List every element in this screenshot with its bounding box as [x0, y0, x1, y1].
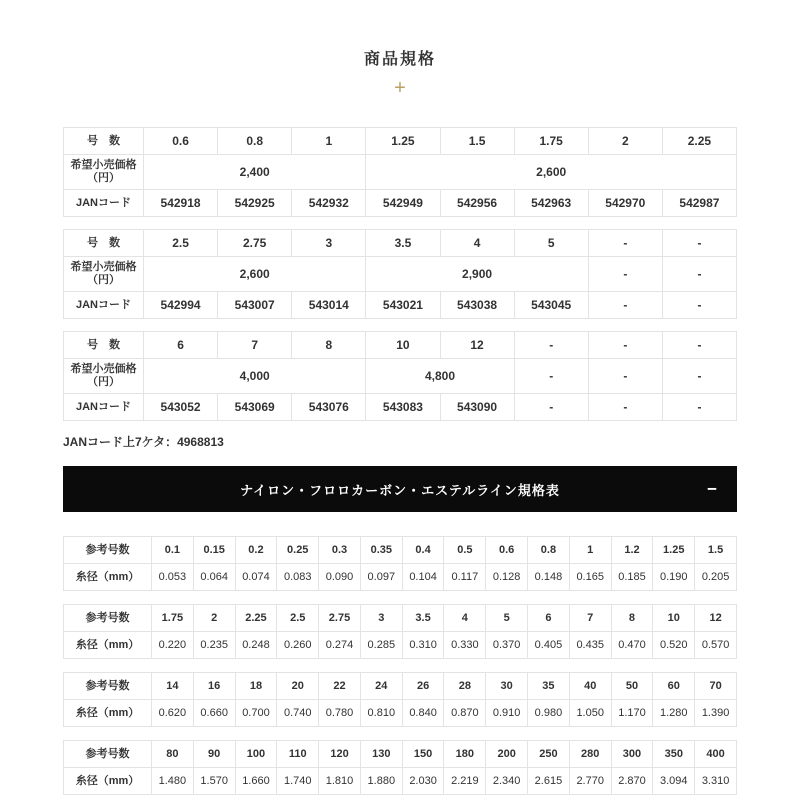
ref-size-value: 120 — [319, 741, 361, 768]
ref-size-value: 300 — [611, 741, 653, 768]
price-value: - — [588, 257, 662, 292]
size-value: 0.6 — [144, 128, 218, 155]
ref-size-value: 0.25 — [277, 537, 319, 564]
spec-banner-title: ナイロン・フロロカーボン・エステルライン規格表 — [240, 482, 560, 498]
diameter-value: 0.285 — [360, 632, 402, 659]
diameter-value: 0.074 — [235, 564, 277, 591]
plus-divider-icon: + — [394, 77, 406, 99]
diameter-value: 0.370 — [486, 632, 528, 659]
row-label-price: 希望小売価格（円） — [64, 155, 144, 190]
jan-code-value: - — [662, 394, 736, 421]
diameter-value: 0.700 — [235, 700, 277, 727]
diameter-value: 2.615 — [528, 768, 570, 795]
diameter-value: 0.190 — [653, 564, 695, 591]
jan-code-value: 543014 — [292, 292, 366, 319]
diameter-value: 0.148 — [528, 564, 570, 591]
product-table-3 — [63, 331, 737, 421]
ref-size-value: 2 — [193, 605, 235, 632]
ref-size-value: 1.25 — [653, 537, 695, 564]
jan-code-value: 543069 — [218, 394, 292, 421]
ref-size-value: 4 — [444, 605, 486, 632]
diameter-value: 0.780 — [319, 700, 361, 727]
ref-size-value: 150 — [402, 741, 444, 768]
diameter-value: 1.050 — [569, 700, 611, 727]
product-tables — [63, 127, 737, 421]
diameter-value: 0.205 — [695, 564, 737, 591]
price-value: 4,800 — [366, 359, 514, 394]
ref-size-value: 70 — [695, 673, 737, 700]
ref-size-value: 0.4 — [402, 537, 444, 564]
jan-code-value: 543007 — [218, 292, 292, 319]
diameter-value: 0.185 — [611, 564, 653, 591]
ref-size-value: 1.75 — [152, 605, 194, 632]
ref-size-value: 130 — [360, 741, 402, 768]
ref-size-value: 0.15 — [193, 537, 235, 564]
jan-code-value: 543045 — [514, 292, 588, 319]
diameter-value: 0.064 — [193, 564, 235, 591]
spec-table-2 — [63, 604, 737, 659]
jan-code-value: 542970 — [588, 190, 662, 217]
diameter-value: 1.810 — [319, 768, 361, 795]
ref-size-value: 80 — [152, 741, 194, 768]
product-table-1 — [63, 127, 737, 217]
ref-size-value: 0.8 — [528, 537, 570, 564]
size-value: 2 — [588, 128, 662, 155]
size-value: 2.25 — [662, 128, 736, 155]
diameter-value: 0.620 — [152, 700, 194, 727]
row-label-ref-size: 参考号数 — [64, 741, 152, 768]
diameter-value: 0.310 — [402, 632, 444, 659]
diameter-value: 0.435 — [569, 632, 611, 659]
size-value: 0.8 — [218, 128, 292, 155]
ref-size-value: 1.5 — [695, 537, 737, 564]
row-label-jan: JANコード — [64, 190, 144, 217]
size-value: - — [514, 332, 588, 359]
jan-code-value: 542949 — [366, 190, 440, 217]
diameter-value: 2.219 — [444, 768, 486, 795]
collapse-minus-icon[interactable]: − — [707, 479, 717, 499]
size-value: 10 — [366, 332, 440, 359]
diameter-value: 0.097 — [360, 564, 402, 591]
ref-size-value: 28 — [444, 673, 486, 700]
ref-size-value: 12 — [695, 605, 737, 632]
size-value: 1.25 — [366, 128, 440, 155]
ref-size-value: 400 — [695, 741, 737, 768]
jan-code-value: 542932 — [292, 190, 366, 217]
ref-size-value: 2.5 — [277, 605, 319, 632]
ref-size-value: 26 — [402, 673, 444, 700]
ref-size-value: 60 — [653, 673, 695, 700]
ref-size-value: 35 — [528, 673, 570, 700]
price-value: 2,400 — [144, 155, 366, 190]
spec-tables — [63, 536, 737, 795]
product-spec-page — [63, 0, 737, 795]
spec-table-banner[interactable] — [63, 466, 737, 512]
jan-code-value: 542994 — [144, 292, 218, 319]
jan-code-value: 542963 — [514, 190, 588, 217]
size-value: 1 — [292, 128, 366, 155]
price-value: - — [662, 257, 736, 292]
diameter-value: 3.094 — [653, 768, 695, 795]
size-value: 8 — [292, 332, 366, 359]
ref-size-value: 350 — [653, 741, 695, 768]
diameter-value: 0.083 — [277, 564, 319, 591]
jan-code-value: 542987 — [662, 190, 736, 217]
row-label-size: 号 数 — [64, 332, 144, 359]
product-table-2 — [63, 229, 737, 319]
diameter-value: 1.660 — [235, 768, 277, 795]
row-label-ref-size: 参考号数 — [64, 537, 152, 564]
row-label-ref-size: 参考号数 — [64, 673, 152, 700]
diameter-value: 0.104 — [402, 564, 444, 591]
ref-size-value: 280 — [569, 741, 611, 768]
diameter-value: 0.840 — [402, 700, 444, 727]
ref-size-value: 3 — [360, 605, 402, 632]
diameter-value: 0.740 — [277, 700, 319, 727]
ref-size-value: 18 — [235, 673, 277, 700]
spec-table-4 — [63, 740, 737, 795]
ref-size-value: 22 — [319, 673, 361, 700]
row-label-ref-size: 参考号数 — [64, 605, 152, 632]
diameter-value: 0.053 — [152, 564, 194, 591]
diameter-value: 0.117 — [444, 564, 486, 591]
jan-code-value: - — [662, 292, 736, 319]
diameter-value: 0.128 — [486, 564, 528, 591]
ref-size-value: 90 — [193, 741, 235, 768]
jan-code-value: 543052 — [144, 394, 218, 421]
diameter-value: 2.340 — [486, 768, 528, 795]
diameter-value: 0.090 — [319, 564, 361, 591]
jan-code-note: JANコード上7ケタ：4968813 — [63, 435, 224, 449]
diameter-value: 0.810 — [360, 700, 402, 727]
ref-size-value: 250 — [528, 741, 570, 768]
price-value: 2,600 — [144, 257, 366, 292]
price-value: - — [662, 359, 736, 394]
ref-size-value: 5 — [486, 605, 528, 632]
diameter-value: 0.910 — [486, 700, 528, 727]
row-label-size: 号 数 — [64, 230, 144, 257]
ref-size-value: 40 — [569, 673, 611, 700]
ref-size-value: 0.6 — [486, 537, 528, 564]
ref-size-value: 1.2 — [611, 537, 653, 564]
diameter-value: 0.235 — [193, 632, 235, 659]
row-label-jan: JANコード — [64, 394, 144, 421]
jan-code-value: 542918 — [144, 190, 218, 217]
diameter-value: 0.248 — [235, 632, 277, 659]
size-value: 1.75 — [514, 128, 588, 155]
size-value: 4 — [440, 230, 514, 257]
size-value: 2.5 — [144, 230, 218, 257]
diameter-value: 2.770 — [569, 768, 611, 795]
diameter-value: 0.405 — [528, 632, 570, 659]
diameter-value: 0.570 — [695, 632, 737, 659]
diameter-value: 0.980 — [528, 700, 570, 727]
size-value: 3 — [292, 230, 366, 257]
diameter-value: 0.470 — [611, 632, 653, 659]
jan-code-value: - — [588, 292, 662, 319]
jan-code-value: - — [588, 394, 662, 421]
ref-size-value: 0.35 — [360, 537, 402, 564]
ref-size-value: 3.5 — [402, 605, 444, 632]
diameter-value: 1.570 — [193, 768, 235, 795]
spec-table-3 — [63, 672, 737, 727]
price-value: - — [588, 359, 662, 394]
diameter-value: 0.220 — [152, 632, 194, 659]
ref-size-value: 14 — [152, 673, 194, 700]
size-value: 3.5 — [366, 230, 440, 257]
size-value: - — [662, 230, 736, 257]
ref-size-value: 0.1 — [152, 537, 194, 564]
diameter-value: 0.660 — [193, 700, 235, 727]
diameter-value: 3.310 — [695, 768, 737, 795]
jan-code-value: - — [514, 394, 588, 421]
jan-code-value: 543083 — [366, 394, 440, 421]
diameter-value: 1.280 — [653, 700, 695, 727]
ref-size-value: 30 — [486, 673, 528, 700]
ref-size-value: 50 — [611, 673, 653, 700]
price-value: 2,600 — [366, 155, 737, 190]
ref-size-value: 24 — [360, 673, 402, 700]
page-title: 商品規格 — [363, 51, 436, 68]
ref-size-value: 0.3 — [319, 537, 361, 564]
ref-size-value: 200 — [486, 741, 528, 768]
jan-code-value: 543038 — [440, 292, 514, 319]
row-label-price: 希望小売価格（円） — [64, 359, 144, 394]
size-value: 6 — [144, 332, 218, 359]
ref-size-value: 6 — [528, 605, 570, 632]
jan-code-value: 543076 — [292, 394, 366, 421]
ref-size-value: 180 — [444, 741, 486, 768]
size-value: 12 — [440, 332, 514, 359]
jan-code-value: 543021 — [366, 292, 440, 319]
ref-size-value: 1 — [569, 537, 611, 564]
diameter-value: 0.520 — [653, 632, 695, 659]
diameter-value: 2.870 — [611, 768, 653, 795]
ref-size-value: 0.5 — [444, 537, 486, 564]
ref-size-value: 2.75 — [319, 605, 361, 632]
size-value: - — [662, 332, 736, 359]
jan-code-value: 543090 — [440, 394, 514, 421]
ref-size-value: 7 — [569, 605, 611, 632]
row-label-diameter: 糸径（mm） — [64, 700, 152, 727]
ref-size-value: 100 — [235, 741, 277, 768]
ref-size-value: 2.25 — [235, 605, 277, 632]
ref-size-value: 10 — [653, 605, 695, 632]
ref-size-value: 20 — [277, 673, 319, 700]
diameter-value: 1.880 — [360, 768, 402, 795]
diameter-value: 0.165 — [569, 564, 611, 591]
diameter-value: 0.260 — [277, 632, 319, 659]
diameter-value: 1.170 — [611, 700, 653, 727]
row-label-diameter: 糸径（mm） — [64, 768, 152, 795]
diameter-value: 1.740 — [277, 768, 319, 795]
ref-size-value: 8 — [611, 605, 653, 632]
size-value: 1.5 — [440, 128, 514, 155]
jan-code-value: 542956 — [440, 190, 514, 217]
row-label-diameter: 糸径（mm） — [64, 632, 152, 659]
jan-code-value: 542925 — [218, 190, 292, 217]
row-label-jan: JANコード — [64, 292, 144, 319]
price-value: 2,900 — [366, 257, 588, 292]
diameter-value: 0.870 — [444, 700, 486, 727]
row-label-size: 号 数 — [64, 128, 144, 155]
size-value: - — [588, 332, 662, 359]
ref-size-value: 16 — [193, 673, 235, 700]
row-label-price: 希望小売価格（円） — [64, 257, 144, 292]
diameter-value: 1.390 — [695, 700, 737, 727]
ref-size-value: 0.2 — [235, 537, 277, 564]
diameter-value: 0.274 — [319, 632, 361, 659]
size-value: 2.75 — [218, 230, 292, 257]
size-value: 7 — [218, 332, 292, 359]
ref-size-value: 110 — [277, 741, 319, 768]
spec-table-1 — [63, 536, 737, 591]
diameter-value: 1.480 — [152, 768, 194, 795]
size-value: 5 — [514, 230, 588, 257]
diameter-value: 0.330 — [444, 632, 486, 659]
diameter-value: 2.030 — [402, 768, 444, 795]
size-value: - — [588, 230, 662, 257]
price-value: - — [514, 359, 588, 394]
price-value: 4,000 — [144, 359, 366, 394]
row-label-diameter: 糸径（mm） — [64, 564, 152, 591]
